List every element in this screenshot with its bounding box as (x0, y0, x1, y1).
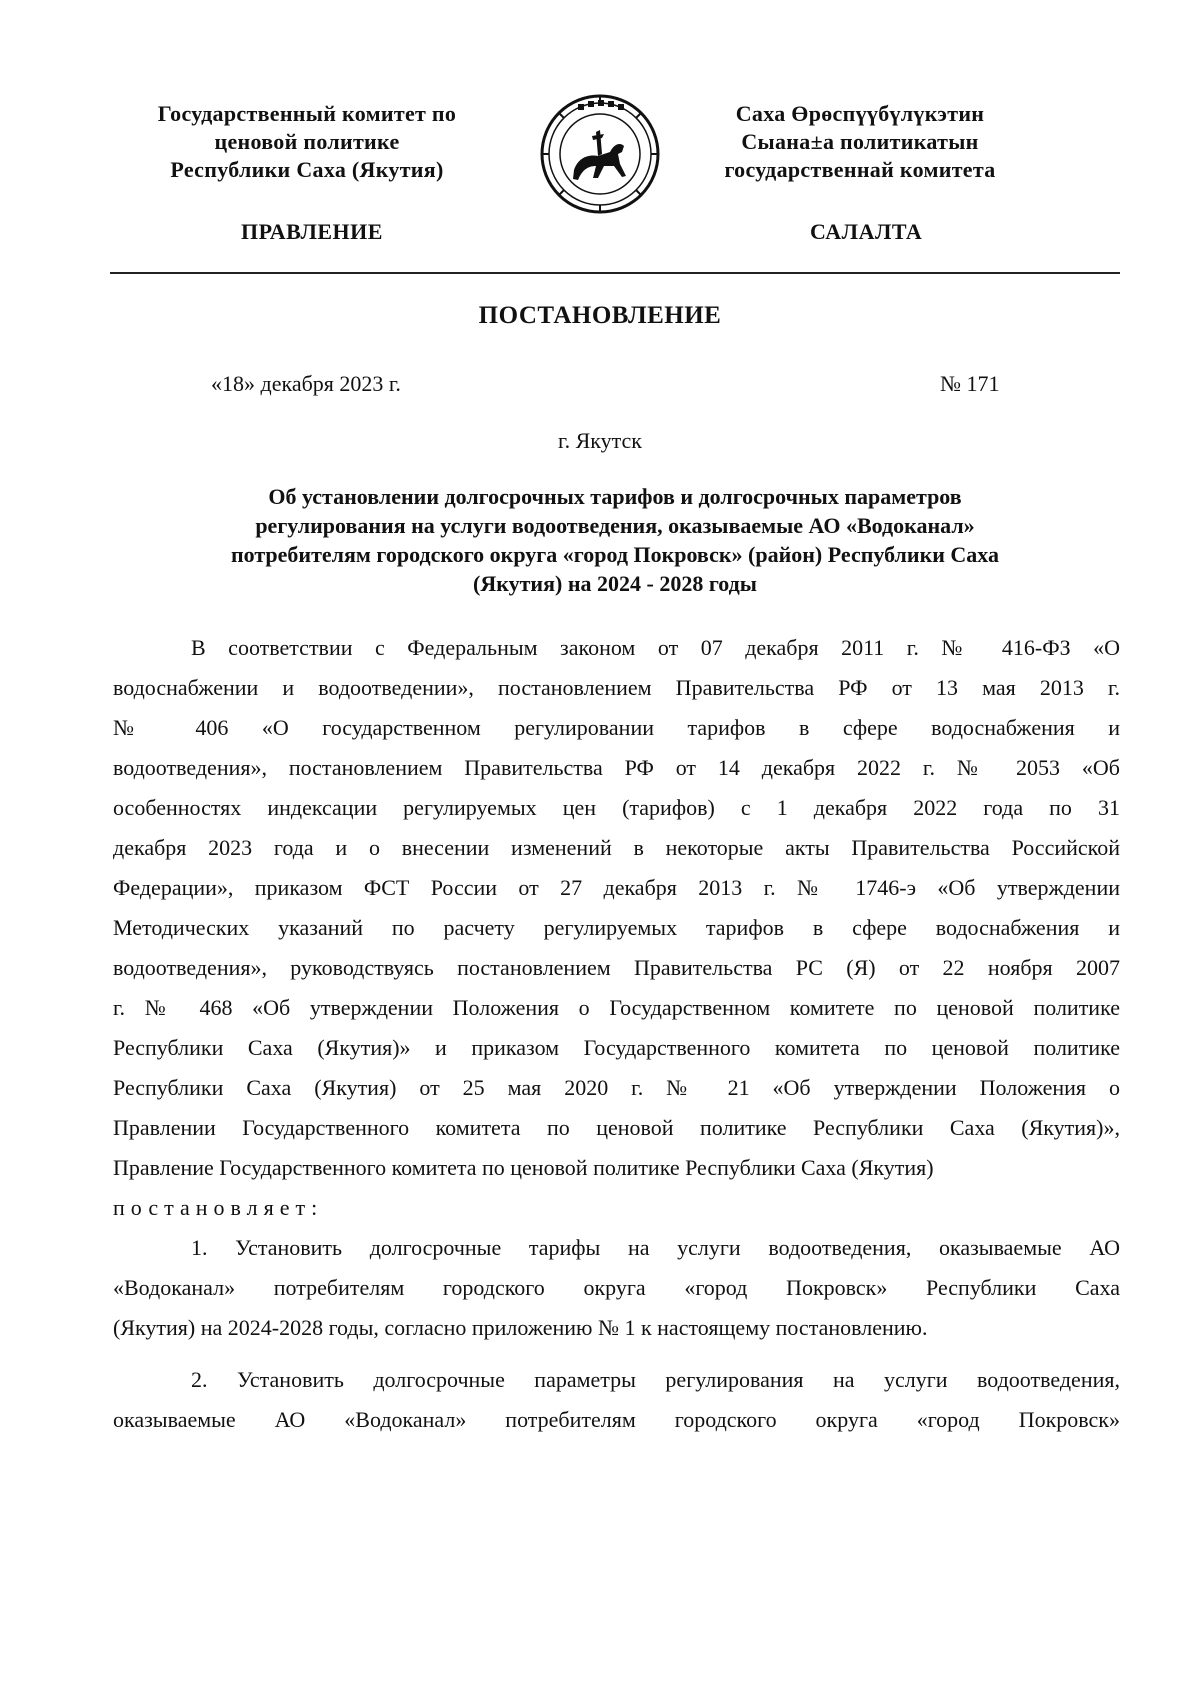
subject-line: Об установлении долгосрочных тарифов и долгосрочных параметров (268, 484, 962, 509)
header-divider (110, 272, 1120, 274)
preamble-line: Федерации», приказом ФСТ России от 27 декабря 2013 г. № 1746-э «Об утверждении (113, 875, 1120, 900)
document-city: г. Якутск (558, 428, 642, 453)
coat-of-arms-icon (538, 92, 662, 216)
item-2-line: оказываемые АО «Водоканал» потребителям городского округа «город Покровск» (113, 1407, 1120, 1432)
preamble-line: № 406 «О государственном регулировании тарифов в сфере водоснабжения и (113, 715, 1120, 740)
document-subject (110, 482, 1120, 598)
committee-name-ru (117, 100, 497, 184)
board-label-sah: САЛАЛТА (810, 219, 923, 244)
committee-name-sah-line: Сыана±а политикатын (741, 129, 979, 154)
document-number: № 171 (940, 371, 1000, 396)
preamble-line: водоснабжении и водоотведении», постановлением Правительства РФ от 13 мая 2013 г. (113, 675, 1120, 700)
preamble-line: водоотведения», постановлением Правительства РФ от 14 декабря 2022 г. № 2053 «Об (113, 755, 1120, 780)
preamble-line: особенностях индексации регулируемых цен (тарифов) с 1 декабря 2022 года по 31 (113, 795, 1120, 820)
document-body (113, 628, 1120, 1440)
subject-line: потребителям городского округа «город Покровск» (район) Республики Саха (230, 542, 1000, 567)
preamble-line: водоотведения», руководствуясь постановлением Правительства РС (Я) от 22 ноября 2007 (113, 955, 1120, 980)
item-1-line: 1. Установить долгосрочные тарифы на услуги водоотведения, оказываемые АО (191, 1235, 1120, 1260)
preamble-line: Республики Саха (Якутия) от 25 мая 2020 г. № 21 «Об утверждении Положения о (113, 1075, 1120, 1100)
preamble-line: декабря 2023 года и о внесении изменений в некоторые акты Правительства Российской (113, 835, 1120, 860)
subject-line: (Якутия) на 2024 - 2028 годы (473, 571, 757, 596)
committee-name-ru-line: Государственный комитет по (157, 101, 457, 126)
committee-name-sah (670, 100, 1050, 184)
document-type-title: ПОСТАНОВЛЕНИЕ (478, 302, 722, 329)
committee-name-sah-line: Саха Өрөспүүбүлүкэтин (735, 101, 985, 126)
item-1-line: (Якутия) на 2024-2028 годы, согласно приложению № 1 к настоящему постановлению. (113, 1315, 928, 1340)
resolves-word: постановляет: (113, 1195, 324, 1220)
preamble-line: Правлении Государственного комитета по ценовой политике Республики Саха (Якутия)», (113, 1115, 1120, 1140)
preamble-line: Республики Саха (Якутия)» и приказом Государственного комитета по ценовой политике (113, 1035, 1120, 1060)
preamble-line: Правление Государственного комитета по ценовой политике Республики Саха (Якутия) (113, 1155, 934, 1180)
item-1-line: «Водоканал» потребителям городского округа «город Покровск» Республики Саха (113, 1275, 1120, 1300)
subject-line: регулирования на услуги водоотведения, оказываемые АО «Водоканал» (255, 513, 975, 538)
committee-name-ru-line: ценовой политике (214, 129, 400, 154)
board-label-ru: ПРАВЛЕНИЕ (241, 219, 383, 244)
preamble-line: Методических указаний по расчету регулируемых тарифов в сфере водоснабжения и (113, 915, 1120, 940)
paragraph-gap (113, 1348, 1120, 1360)
committee-name-ru-line: Республики Саха (Якутия) (170, 157, 444, 182)
preamble-line: г. № 468 «Об утверждении Положения о Государственном комитете по ценовой политике (113, 995, 1120, 1020)
document-date: «18» декабря 2023 г. (211, 371, 401, 396)
item-2-line: 2. Установить долгосрочные параметры регулирования на услуги водоотведения, (191, 1367, 1120, 1392)
preamble-line: В соответствии с Федеральным законом от 07 декабря 2011 г. № 416-ФЗ «О (191, 635, 1120, 660)
committee-name-sah-line: государственнай комитета (724, 157, 996, 182)
